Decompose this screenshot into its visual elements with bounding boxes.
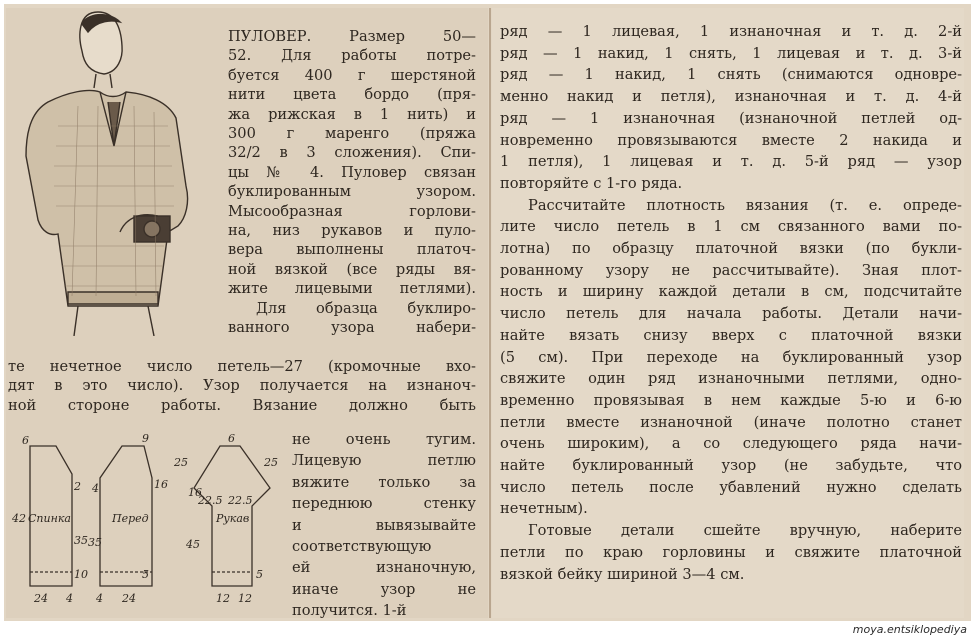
back-width-2: 4 bbox=[66, 592, 73, 605]
right-col-line: лотна) по образцу платочной вязки (по букли- bbox=[500, 240, 962, 257]
sleeve-width-2: 22.5 bbox=[228, 494, 253, 507]
right-col-line: рованному узору не рассчитывайте). Зная плот- bbox=[500, 261, 962, 279]
right-col-line: Готовые детали сшейте вручную, наберите bbox=[528, 522, 962, 540]
front-height-1: 16 bbox=[154, 478, 168, 491]
right-col-line: лите число петель в 1 см связанного вами по- bbox=[500, 218, 962, 236]
left-side-line: соответствующую bbox=[292, 538, 432, 555]
back-label: Спинка bbox=[28, 512, 71, 525]
right-col-line: ряд — 1 изнаночная (изнаночной петлей од- bbox=[500, 109, 962, 127]
front-width-1: 4 bbox=[96, 592, 103, 605]
left-top-line: Для образца буклиро- bbox=[256, 299, 476, 317]
front-side-dimension: 4 bbox=[92, 482, 99, 495]
sleeve-top-dimension: 6 bbox=[228, 432, 235, 445]
left-side-line: иначе узор не bbox=[292, 580, 476, 598]
sleeve-label: Рукав bbox=[216, 512, 250, 525]
sweater-illustration bbox=[8, 6, 223, 336]
left-top-line: Мысообразная горлови- bbox=[228, 202, 476, 220]
right-col-line: петли по краю горловины и свяжите платочной bbox=[500, 543, 962, 561]
right-col-line: менно накид и петля), изнаночная и т. д. 4-й bbox=[500, 88, 962, 106]
right-col-line: Рассчитайте плотность вязания (т. е. опреде- bbox=[528, 196, 962, 214]
right-col-line: число петель после убавлений нужно сделать bbox=[500, 478, 962, 496]
watermark: moya.entsiklopediya bbox=[852, 623, 967, 636]
left-top-line: буется 400 г шерстяной bbox=[228, 66, 476, 84]
back-top-dimension: 6 bbox=[22, 434, 29, 447]
left-wide-line: дят в это число). Узор получается на изнаноч- bbox=[8, 377, 476, 395]
left-top-line: цы № 4. Пуловер связан bbox=[228, 163, 476, 181]
left-top-line: 32/2 в 3 сложения). Спи- bbox=[228, 144, 476, 162]
right-col-line: петли вместе изнаночной (иначе полотно станет bbox=[500, 413, 962, 431]
left-wide-line: ной стороне работы. Вязание должно быть bbox=[8, 396, 476, 414]
right-col-line: ряд — 1 накид, 1 снять (снимаются одновре- bbox=[500, 66, 962, 84]
right-col-line: свяжите один ряд изнаночными петлями, одно- bbox=[500, 370, 962, 388]
sleeve-height-4: 5 bbox=[256, 568, 263, 581]
left-top-line: жа рижская в 1 нить) и bbox=[228, 105, 476, 123]
left-side-line: и вывязывайте bbox=[292, 516, 476, 534]
left-top-line: ПУЛОВЕР. Размер 50— bbox=[228, 28, 476, 45]
pattern-diagrams bbox=[12, 426, 290, 614]
front-label: Перед bbox=[112, 512, 149, 525]
right-col-line: нечетным). bbox=[500, 500, 588, 518]
right-col-line: ность и ширину каждой детали в см, подсчитайте bbox=[500, 283, 962, 301]
right-col-line: найте буклированный узор (не забудьте, что bbox=[500, 457, 962, 474]
left-top-line: ванного узора набери- bbox=[228, 319, 476, 336]
front-top-dimension: 9 bbox=[142, 432, 149, 445]
right-col-line: число петель для начала работы. Детали начи- bbox=[500, 305, 962, 323]
left-side-line: получится. 1-й bbox=[292, 602, 407, 620]
left-side-line: не очень тугим. bbox=[292, 431, 476, 448]
sleeve-height-3: 45 bbox=[186, 538, 200, 551]
front-height-2: 35 bbox=[88, 536, 102, 549]
left-top-line: нити цвета бордо (пря- bbox=[228, 86, 476, 104]
front-height-3: 5 bbox=[142, 568, 149, 581]
sleeve-width-4: 12 bbox=[238, 592, 252, 605]
sleeve-width-1: 22.5 bbox=[198, 494, 223, 507]
back-width-1: 24 bbox=[34, 592, 48, 605]
sleeve-width-3: 12 bbox=[216, 592, 230, 605]
left-side-line: переднюю стенку bbox=[292, 495, 476, 513]
left-top-line: на, низ рукавов и пуло- bbox=[228, 222, 476, 239]
right-col-line: ряд — 1 лицевая, 1 изнаночная и т. д. 2-й bbox=[500, 23, 962, 40]
back-height-1: 42 bbox=[12, 512, 26, 525]
left-top-line: жите лицевыми петлями). bbox=[228, 280, 476, 298]
left-side-line: вяжите только за bbox=[292, 473, 476, 491]
left-top-line: вера выполнены платоч- bbox=[228, 241, 476, 259]
right-col-line: (5 см). При переходе на буклированный узор bbox=[500, 348, 962, 366]
sleeve-height-1: 25 bbox=[174, 456, 188, 469]
left-top-line: буклированным узором. bbox=[228, 183, 476, 201]
sleeve-width-5: 25 bbox=[264, 456, 278, 469]
front-width-2: 24 bbox=[122, 592, 136, 605]
left-side-line: ей изнаночную, bbox=[292, 559, 476, 577]
left-wide-line: те нечетное число петель—27 (кромочные вхо- bbox=[8, 358, 476, 375]
right-col-line: 1 петля), 1 лицевая и т. д. 5-й ряд — узор bbox=[500, 153, 962, 171]
back-side-dimension: 2 bbox=[74, 480, 81, 493]
right-col-line: ряд — 1 накид, 1 снять, 1 лицевая и т. д. 3-й bbox=[500, 44, 962, 62]
right-col-line: найте вязать снизу вверх с платочной вязки bbox=[500, 326, 962, 344]
column-separator bbox=[489, 8, 491, 618]
right-col-line: очень широким), а со следующего ряда начи- bbox=[500, 435, 962, 453]
right-col-line: вязкой бейку шириной 3—4 см. bbox=[500, 565, 745, 583]
left-top-line: 300 г маренго (пряжа bbox=[228, 125, 476, 142]
sleeve-height-2: 16 bbox=[188, 486, 202, 499]
back-height-2: 35 bbox=[74, 534, 88, 547]
left-top-line: 52. Для работы потре- bbox=[228, 47, 476, 65]
left-top-line: ной вязкой (все ряды вя- bbox=[228, 260, 476, 278]
right-col-line: повторяйте с 1-го ряда. bbox=[500, 174, 683, 192]
right-col-line: новременно провязываются вместе 2 накида и bbox=[500, 131, 962, 149]
left-side-line: Лицевую петлю bbox=[292, 452, 476, 470]
back-height-3: 10 bbox=[74, 568, 88, 581]
right-col-line: временно провязывая в нем каждые 5-ю и 6-ю bbox=[500, 391, 962, 409]
